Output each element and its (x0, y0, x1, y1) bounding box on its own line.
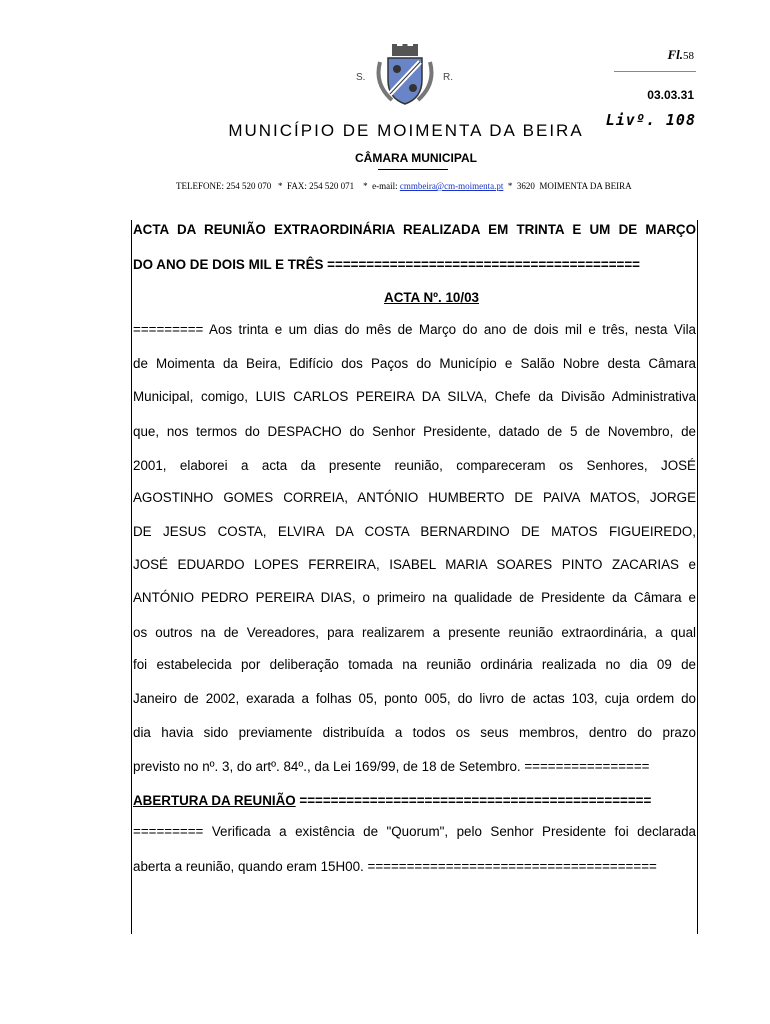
folio-divider (614, 71, 696, 72)
folio-number (667, 47, 694, 63)
body-line: DE JESUS COSTA, ELVIRA DA COSTA BERNARDINO DE MATOS FIGUEIREDO, (133, 524, 696, 539)
body-line: que, nos termos do DESPACHO do Senhor Presidente, datado de 5 de Novembro, de (133, 424, 696, 439)
body-line: Janeiro de 2002, exarada a folhas 05, ponto 005, do livro de actas 103, cuja ordem do (133, 691, 696, 706)
book-number: Livº. 108 (605, 111, 696, 129)
body-line: de Moimenta da Beira, Edifício dos Paços do Município e Salão Nobre desta Câmara (133, 356, 696, 371)
municipality-name: MUNICÍPIO DE MOIMENTA DA BEIRA (228, 121, 584, 140)
crest-left-letter: S. (356, 72, 366, 83)
section-heading-title: ABERTURA DA REUNIÃO (133, 793, 296, 808)
body-line: previsto no nº. 3, do artº. 84º., da Lei 169/99, de 18 de Setembro. ================ (133, 759, 650, 774)
body-line: foi estabelecida por deliberação tomada na reunião ordinária realizada no dia 09 de (133, 657, 696, 672)
contact-suffix: * 3620 MOIMENTA DA BEIRA (503, 181, 632, 191)
contact-prefix: TELEFONE: 254 520 070 * FAX: 254 520 071 * e-mail: (176, 181, 400, 191)
body-line: ANTÓNIO PEDRO PEREIRA DIAS, o primeiro na qualidade de Presidente da Câmara e (133, 590, 696, 605)
folio-value: 58 (683, 50, 694, 62)
coat-of-arms-icon (372, 44, 438, 106)
crest-right-letter: R. (443, 72, 453, 83)
council-underline (378, 169, 448, 170)
folio-prefix: Fl. (667, 47, 683, 62)
body-line: ========= Aos trinta e um dias do mês de Março do ano de dois mil e três, nesta Vila (133, 322, 696, 337)
section-heading (133, 793, 696, 809)
abertura-line: ========= Verificada a existência de "Quorum", pelo Senhor Presidente foi declarada (133, 824, 696, 839)
body-line: 2001, elaborei a acta da presente reunião, compareceram os Senhores, JOSÉ (133, 458, 696, 473)
document-date: 03.03.31 (647, 88, 694, 102)
body-line: dia havia sido previamente distribuída a todos os seus membros, dentro do prazo (133, 725, 696, 740)
body-line: JOSÉ EDUARDO LOPES FERREIRA, ISABEL MARIA SOARES PINTO ZACARIAS e (133, 557, 696, 572)
title-line-2: DO ANO DE DOIS MIL E TRÊS ======================================== (133, 257, 640, 272)
body-line: AGOSTINHO GOMES CORREIA, ANTÓNIO HUMBERTO DE PAIVA MATOS, JORGE (133, 490, 696, 505)
council-name: CÂMARA MUNICIPAL (355, 151, 477, 165)
title-line-1: ACTA DA REUNIÃO EXTRAORDINÁRIA REALIZADA EM TRINTA E UM DE MARÇO (133, 222, 696, 237)
acta-number: ACTA Nº. 10/03 (384, 290, 479, 305)
section-heading-fill: ============================================= (295, 793, 652, 808)
email-link[interactable]: cmmbeira@cm-moimenta.pt (399, 181, 504, 191)
body-line: Municipal, comigo, LUIS CARLOS PEREIRA DA SILVA, Chefe da Divisão Administrativa (133, 389, 696, 404)
abertura-line: aberta a reunião, quando eram 15H00. ===================================== (133, 859, 657, 874)
contact-line (176, 181, 632, 191)
body-line: os outros na de Vereadores, para realizarem a presente reunião extraordinária, a qual (133, 625, 696, 640)
